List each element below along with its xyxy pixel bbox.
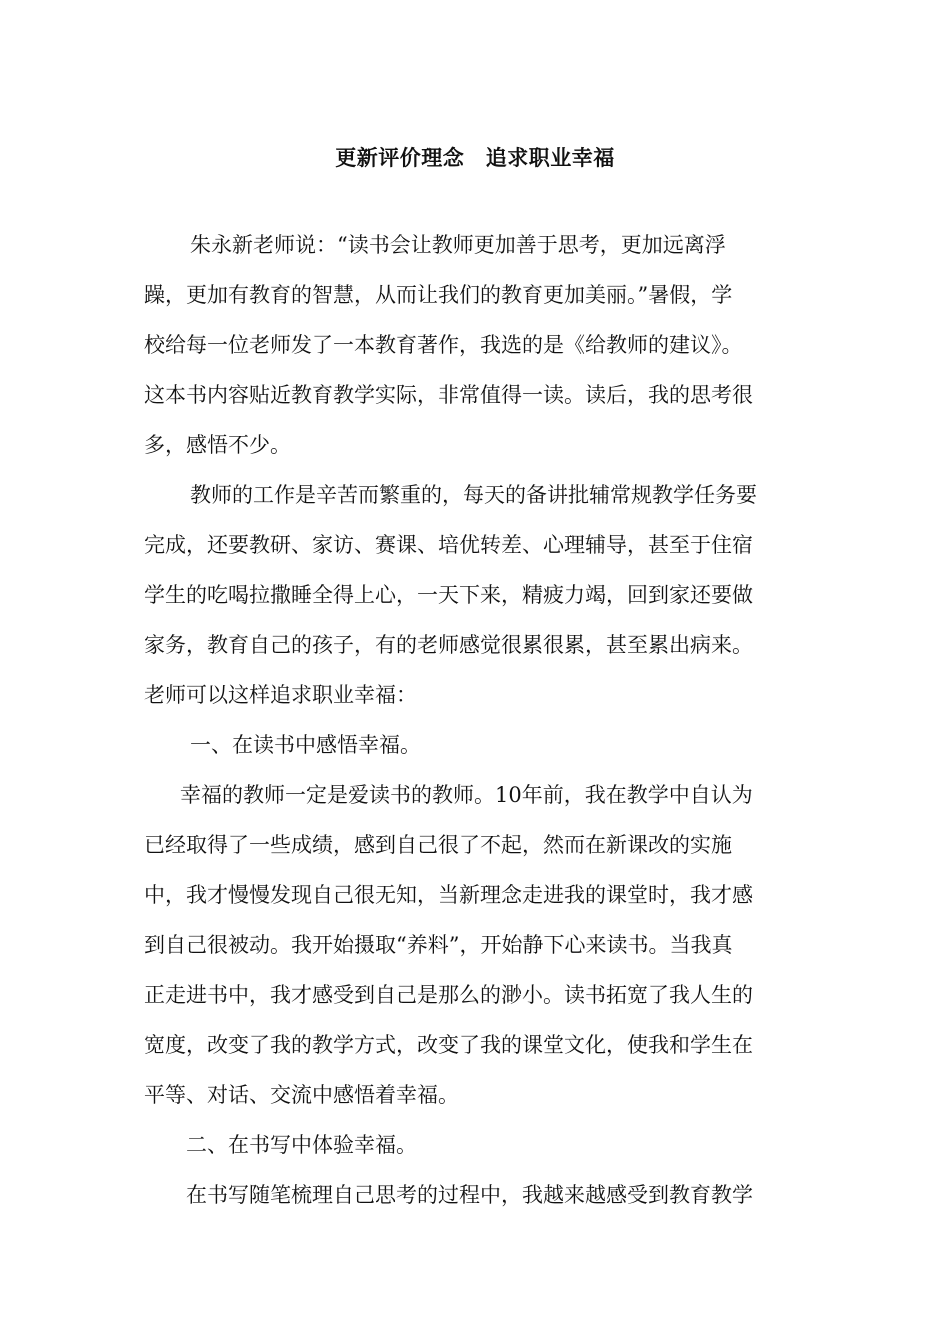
paragraph-3-line-7: 平等、对话、交流中感悟着幸福。 xyxy=(144,1083,459,1107)
paragraph-2-line-2: 完成，还要教研、家访、赛课、培优转差、心理辅导，甚至于住宿 xyxy=(144,533,753,557)
paragraph-1-line-2: 躁，更加有教育的智慧，从而让我们的教育更加美丽。”暑假，学 xyxy=(144,283,733,307)
paragraph-3-line-1: 幸福的教师一定是爱读书的教师。10年前，我在教学中自认为 xyxy=(180,783,753,807)
paragraph-3-line-5: 正走进书中，我才感受到自己是那么的渺小。读书拓宽了我人生的 xyxy=(144,983,753,1007)
paragraph-2-line-3: 学生的吃喝拉撒睡全得上心，一天下来，精疲力竭，回到家还要做 xyxy=(144,583,753,607)
paragraph-1-line-5: 多，感悟不少。 xyxy=(144,433,291,457)
paragraph-3-line-2: 已经取得了一些成绩，感到自己很了不起，然而在新课改的实施 xyxy=(144,833,732,857)
section-heading-2: 二、在书写中体验幸福。 xyxy=(186,1133,417,1157)
paragraph-1-line-1: 朱永新老师说：“读书会让教师更加善于思考，更加远离浮 xyxy=(190,233,726,257)
paragraph-2-line-5: 老师可以这样追求职业幸福： xyxy=(144,683,417,707)
document-title: 更新评价理念 追求职业幸福 xyxy=(335,145,615,170)
paragraph-3-line-4: 到自己很被动。我开始摄取“养料”，开始静下心来读书。当我真 xyxy=(144,933,733,957)
paragraph-1-line-3: 校给每一位老师发了一本教育著作，我选的是《给教师的建议》。 xyxy=(144,333,743,357)
paragraph-2-line-1: 教师的工作是辛苦而繁重的，每天的备讲批辅常规教学任务要 xyxy=(190,483,757,507)
paragraph-3-line-6: 宽度，改变了我的教学方式，改变了我的课堂文化，使我和学生在 xyxy=(144,1033,753,1057)
paragraph-2-line-4: 家务，教育自己的孩子，有的老师感觉很累很累，甚至累出病来。 xyxy=(144,633,753,657)
paragraph-3-line-3: 中，我才慢慢发现自己很无知，当新理念走进我的课堂时，我才感 xyxy=(144,883,753,907)
paragraph-1-line-4: 这本书内容贴近教育教学实际，非常值得一读。读后，我的思考很 xyxy=(144,383,753,407)
section-heading-1: 一、在读书中感悟幸福。 xyxy=(190,733,421,757)
paragraph-4-line-1: 在书写随笔梳理自己思考的过程中，我越来越感受到教育教学 xyxy=(186,1183,753,1207)
